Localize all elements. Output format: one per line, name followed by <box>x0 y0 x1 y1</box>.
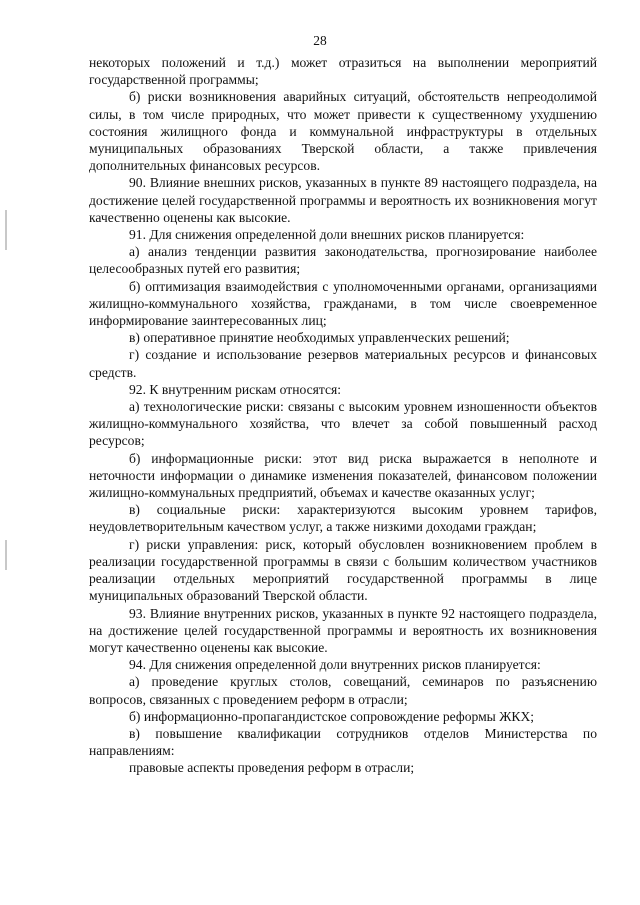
paragraph-91: 91. Для снижения определенной доли внешних рисков планируется: <box>129 227 525 243</box>
paragraph-92: 92. К внутренним рискам относятся: <box>129 381 342 397</box>
paragraph-92-g: г) риски управления: риск, который обусловлен возникновением проблем в реализации государственной программы в связи с большим количеством участников реализации отдельных мероприятий государственной программы в лице муниципальных образований Тверской области. <box>89 536 597 604</box>
paragraph-risk-b-emergency: б) риски возникновения аварийных ситуаций, обстоятельств непреодолимой силы, в том числе природных, что может привести к существенному ухудшению состояния жилищного фонда и коммунальной инфраструктуры в отдельных муниципальных образованиях Тверской области, а также привлечения дополнительных финансовых ресурсов. <box>89 89 597 174</box>
page-number: 28 <box>313 33 327 48</box>
scan-margin-mark <box>5 540 7 570</box>
paragraph-92-b: б) информационные риски: этот вид риска выражается в неполноте и неточности информации о динамике изменения показателей, финансовом положении жилищно-коммунальных предприятий, объемах и качестве оказанных услуг; <box>89 450 597 501</box>
paragraph-continuation: некоторых положений и т.д.) может отразиться на выполнении мероприятий государственной программы; <box>89 55 597 88</box>
paragraph-91-v: в) оперативное принятие необходимых управленческих решений; <box>129 330 510 346</box>
paragraph-94-a: а) проведение круглых столов, совещаний, семинаров по разъяснению вопросов, связанных с проведением реформ в отрасли; <box>89 674 597 707</box>
paragraph-90: 90. Влияние внешних рисков, указанных в пункте 89 настоящего подраздела, на достижение целей государственной программы и вероятность их возникновения могут качественно оценены как высокие. <box>89 175 597 225</box>
paragraph-94-b: б) информационно-пропагандистское сопровождение реформы ЖКХ; <box>129 708 535 724</box>
paragraph-91-b: б) оптимизация взаимодействия с уполномоченными органами, организациями жилищно-коммунального хозяйства, гражданами, в том числе своевременное информирование заинтересованных лиц; <box>89 278 597 329</box>
paragraph-91-a: а) анализ тенденции развития законодательства, прогнозирование наиболее целесообразных путей его развития; <box>89 244 597 277</box>
paragraph-92-a: а) технологические риски: связаны с высоким уровнем изношенности объектов жилищно-коммунального хозяйства, что влечет за собой повышенный расход ресурсов; <box>89 399 597 449</box>
paragraph-92-v: в) социальные риски: характеризуются высоким уровнем тарифов, неудовлетворительным качеством услуг, а также низкими доходами граждан; <box>89 502 597 535</box>
document-body <box>89 54 597 777</box>
paragraph-94: 94. Для снижения определенной доли внутренних рисков планируется: <box>129 657 541 673</box>
paragraph-94-v-item: правовые аспекты проведения реформ в отрасли; <box>129 760 415 776</box>
scan-margin-mark <box>5 210 7 250</box>
paragraph-91-g: г) создание и использование резервов материальных ресурсов и финансовых средств. <box>89 347 597 380</box>
paragraph-93: 93. Влияние внутренних рисков, указанных в пункте 92 настоящего подраздела, на достижение целей государственной программы и вероятность их возникновения могут качественно оценены как высокие. <box>89 605 597 655</box>
paragraph-94-v: в) повышение квалификации сотрудников отделов Министерства по направлениям: <box>89 725 597 759</box>
